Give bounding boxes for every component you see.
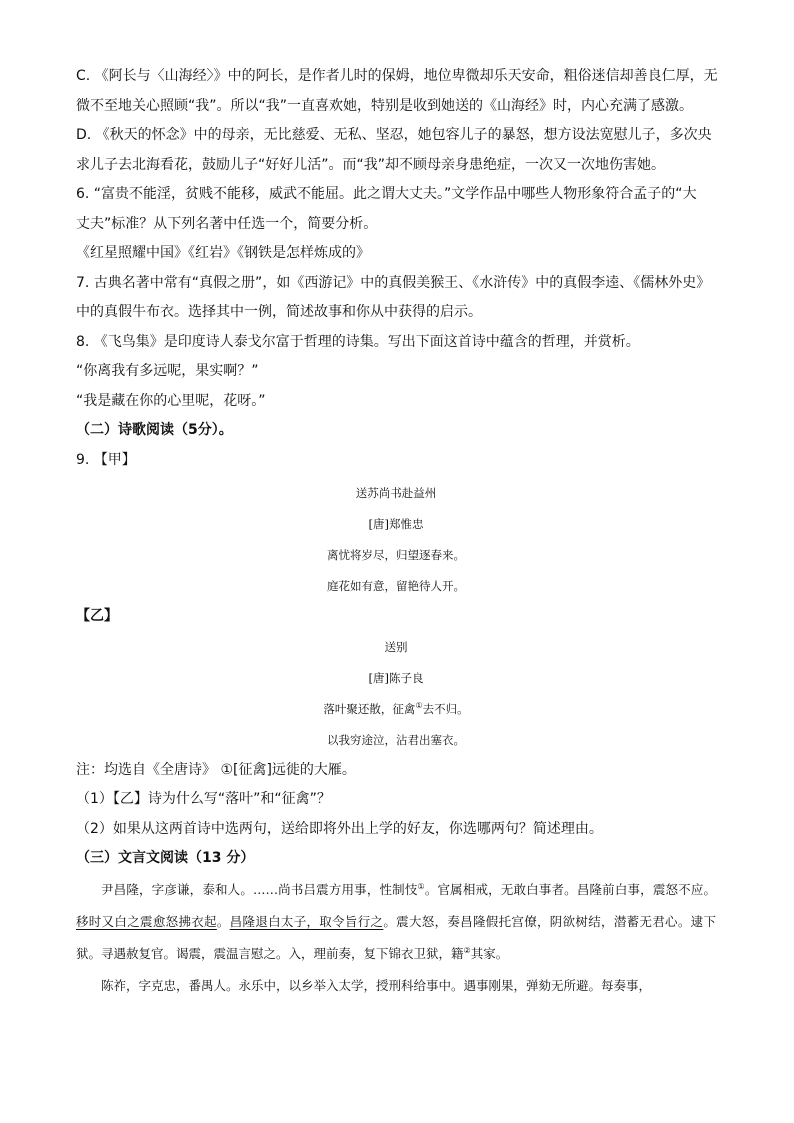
poem-a-author: [唐]郑惟忠: [368, 517, 424, 531]
question-6-line-2: 丈夫”标准？从下列名著中任选一个，简要分析。: [76, 215, 378, 232]
poem-a: [76, 478, 716, 602]
question-8-line-1: 8. 《飞鸟集》是印度诗人泰戈尔富于哲理的诗集。写出下面这首诗中蕴含的哲理，并赏析。: [76, 333, 640, 350]
section-3-heading: （三）文言文阅读（13 分）: [76, 850, 255, 866]
passage-1-text-1: 尹昌隆，字彦谦，泰和人。……尚书吕震方用事，性制忮: [101, 881, 418, 897]
underlined-sentence-2: 昌隆退白太子，取令旨行之: [229, 913, 384, 929]
classical-passage-1: [76, 874, 716, 970]
poem-b-line-1-end: 去不归。: [422, 701, 469, 716]
footnote-mark: ②: [463, 945, 471, 955]
poem-a-line-1: 离忧将岁尽，归望逐春来。: [327, 548, 465, 562]
question-7-line-1: 7. 古典名著中常有“真假之册”，如《西游记》中的真假美猴王、《水浒传》中的真假李逵、《儒林外史》: [76, 274, 711, 291]
poem-b-author: [唐]陈子良: [368, 670, 424, 685]
poem-a-line-2: 庭花如有意，留艳待人开。: [327, 579, 465, 593]
footnote-mark: ①: [415, 700, 423, 710]
option-d-line-2: 求儿子去北海看花，鼓励儿子“好好儿活”。而“我”却不顾母亲身患绝症，一次又一次地伤害她。: [76, 156, 666, 173]
section-2-heading: （二）诗歌阅读（5分）。: [76, 422, 233, 438]
option-c-line-2: 微不至地关心照顾“我”。所以“我”一直喜欢她，特别是收到她送的《山海经》时，内心充满了感激。: [76, 97, 694, 114]
question-6-line-1: 6. “富贵不能淫，贫贱不能移，威武不能屈。此之谓大丈夫。”文学作品中哪些人物形象符合孟子的“大: [76, 186, 697, 202]
underlined-sentence-1: 移时又白之震愈怒拂衣起: [76, 913, 217, 929]
passage-1-text-3: 。: [216, 913, 230, 929]
option-c-line-1: C. 《阿长与〈山海经〉》中的阿长，是作者儿时的保姆，地位卑微却乐天安命，粗俗迷信却善良仁厚，无: [76, 68, 718, 84]
passage-1-text-4: 。震大怒，奏昌隆假托宫僚，阴欲树结，潜蓄无君心。逮下狱。寻遇赦复官。谒震，震温言慰之。入，理前奏，复下锦衣卫狱，籍: [76, 913, 716, 961]
question-9-sub-1: （1）【乙】诗为什么写“落叶”和“征禽”？: [76, 791, 331, 807]
poem-b-label: 【乙】: [76, 608, 118, 624]
page-content: [76, 62, 716, 1002]
poem-a-title: 送苏尚书赴益州: [355, 486, 437, 500]
option-d-line-1: D. 《秋天的怀念》中的母亲，无比慈爱、无私、坚忍，她包容儿子的暴怒，想方设法宽慰儿子，多次央: [76, 127, 712, 143]
question-8-quote-2: “我是藏在你的心里呢，花呀。”: [76, 392, 266, 409]
poem-b-line-1: [76, 694, 716, 725]
question-9-label: 9. 【甲】: [76, 451, 136, 468]
passage-1-text-2: 。官属相戒，无敢白事者。昌隆前白事，震怒不应。: [424, 881, 716, 897]
question-6-books: 《红星照耀中国》《红岩》《钢铁是怎样炼成的》: [76, 245, 370, 261]
poem-b: [76, 632, 716, 756]
question-7-line-2: 中的真假牛布衣。选择其中一例，简述故事和你从中获得的启示。: [76, 304, 482, 320]
classical-passage-2: 陈祚，字克忠，番禺人。永乐中，以乡举入太学，授刑科给事中。遇事刚果，弹劾无所避。每奏事，: [101, 977, 652, 993]
poem-b-line-2: 以我穷途泣，沾君出塞衣。: [327, 732, 465, 747]
poem-note: 注：均选自《全唐诗》 ①[征禽]远徙的大雁。: [76, 761, 356, 778]
passage-1-text-5: 其家。: [470, 945, 509, 961]
footnote-mark: ①: [417, 881, 425, 891]
question-8-quote-1: “你离我有多远呢，果实啊？”: [76, 363, 259, 379]
question-9-sub-2: （2）如果从这两首诗中选两句，送给即将外出上学的好友，你选哪两句？简述理由。: [76, 820, 603, 837]
poem-b-line-1-start: 落叶聚还散，征禽: [323, 701, 416, 716]
poem-b-title: 送别: [384, 639, 408, 654]
